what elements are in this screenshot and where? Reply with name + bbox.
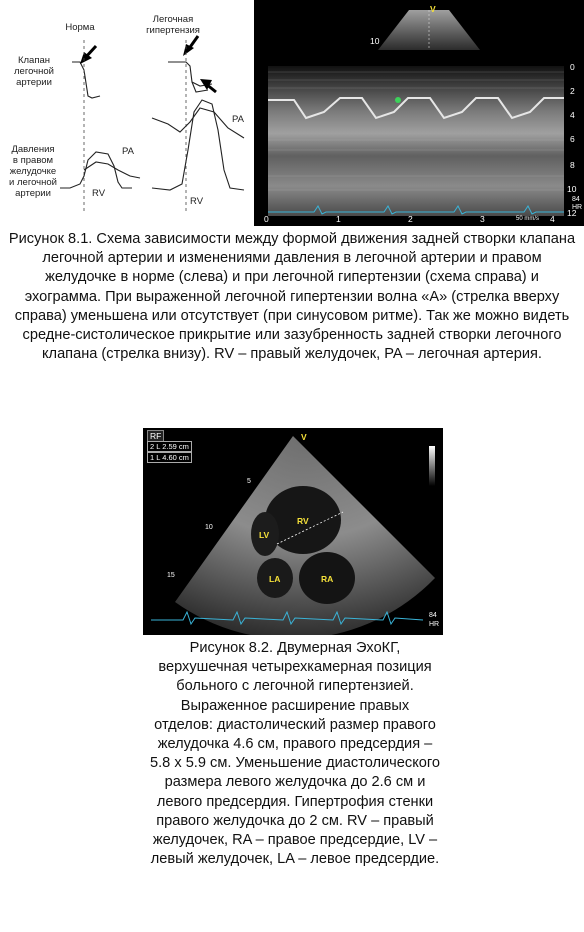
- norm-label: Норма: [65, 22, 95, 33]
- ph-pressure-curves: [152, 100, 244, 190]
- echo-depth-10: 10: [205, 524, 213, 531]
- valve-label: Клапан легочной артерии: [14, 55, 54, 88]
- pa-label-ph: PA: [232, 114, 244, 125]
- mmode-scale-8: 8: [570, 160, 575, 170]
- mmode-hr-label: HR: [572, 204, 583, 211]
- figure-2-caption: Рисунок 8.2. Двумерная ЭхоКГ, верхушечная четырехкамерная позиция больного с легочной гипертензией. Выраженное расширение правых отделов: диастолический размер правого желудочка 4.6 см, правого предсердия – 5.8 х 5.9 см. Уменьшение диастолического размера левого желудочка до 2.6 см и левого предсердия. Гипертрофия стенки правого желудочка до 2 см. RV – правый желудочек, RA – правое предсердие, LV – левый желудочек, LA – левое предсердие.: [150, 640, 440, 868]
- echo-hr-value: 84: [429, 612, 437, 619]
- mmode-time-2: 2: [408, 214, 413, 224]
- echo-hr-label: HR: [429, 621, 440, 628]
- mmode-time-0: 0: [264, 214, 269, 224]
- mmode-speed: 50 mm/s: [516, 216, 540, 222]
- mmode-time-1: 1: [336, 214, 341, 224]
- echo-marker-v: V: [301, 432, 307, 442]
- gray-scale-bar: [429, 446, 435, 486]
- pressure-label: Давления в правом желудочке и легочной артерии: [9, 144, 57, 199]
- mmode-time-3: 3: [480, 214, 485, 224]
- echo-label-lv: LV: [259, 530, 270, 540]
- mmode-field: [268, 66, 564, 216]
- echo-label-la: LA: [269, 574, 281, 584]
- echo-label-rv: RV: [297, 516, 309, 526]
- mmode-scale-6: 6: [570, 134, 575, 144]
- mmode-svg: [254, 0, 584, 226]
- echo-badge: RF: [147, 430, 164, 442]
- mmode-time-4: 4: [550, 214, 555, 224]
- figure-1-caption: Рисунок 8.1. Схема зависимости между формой движения задней створки клапана легочной артерии и изменениями давления в легочной артерии и правом желудочке в норме (слева) и при легочной гипертензии (схема справа) и эхограмма. При выраженной легочной гипертензии волна «А» (стрелка вверху справа) уменьшена или отсутствует (при синусовом ритме). Так же можно видеть средне-систолическое прикрытие или зазубренность задней створки легочного клапана (стрелка внизу). RV – правый желудочек, PA – легочная артерия.: [8, 231, 576, 363]
- echo-meas-1: 2 L 2.59 cm: [147, 441, 192, 452]
- echo-depth-5: 5: [247, 478, 251, 485]
- schema-diagram: [0, 0, 255, 228]
- normal-valve-curve: [72, 62, 100, 98]
- mmode-scale-2: 2: [570, 86, 575, 96]
- echo-label-ra: RA: [321, 574, 334, 584]
- rv-label-ph: RV: [190, 196, 204, 207]
- echo-depth-15: 15: [167, 572, 175, 579]
- ph-label: Легочная гипертензия: [146, 14, 200, 36]
- mmode-scale-4: 4: [570, 110, 575, 120]
- mmode-marker-10: 10: [370, 36, 380, 46]
- arrow-normal: [80, 46, 96, 64]
- mmode-scale-10: 10: [567, 184, 577, 194]
- mmode-hr-value: 84: [572, 196, 580, 203]
- mmode-marker-v: V: [430, 4, 436, 14]
- echo-2d-image: [143, 428, 443, 635]
- arrow-ph-top: [183, 36, 198, 56]
- pa-label-normal: PA: [122, 146, 134, 157]
- echo-meas-2: 1 L 4.60 cm: [147, 452, 192, 463]
- normal-pressure-curves: [60, 152, 140, 188]
- mmode-scale-0: 0: [570, 62, 575, 72]
- mmode-scale-12: 12: [567, 208, 577, 218]
- ph-valve-curve: [168, 62, 212, 92]
- mmode-echogram: [254, 0, 584, 226]
- rv-label-normal: RV: [92, 188, 106, 199]
